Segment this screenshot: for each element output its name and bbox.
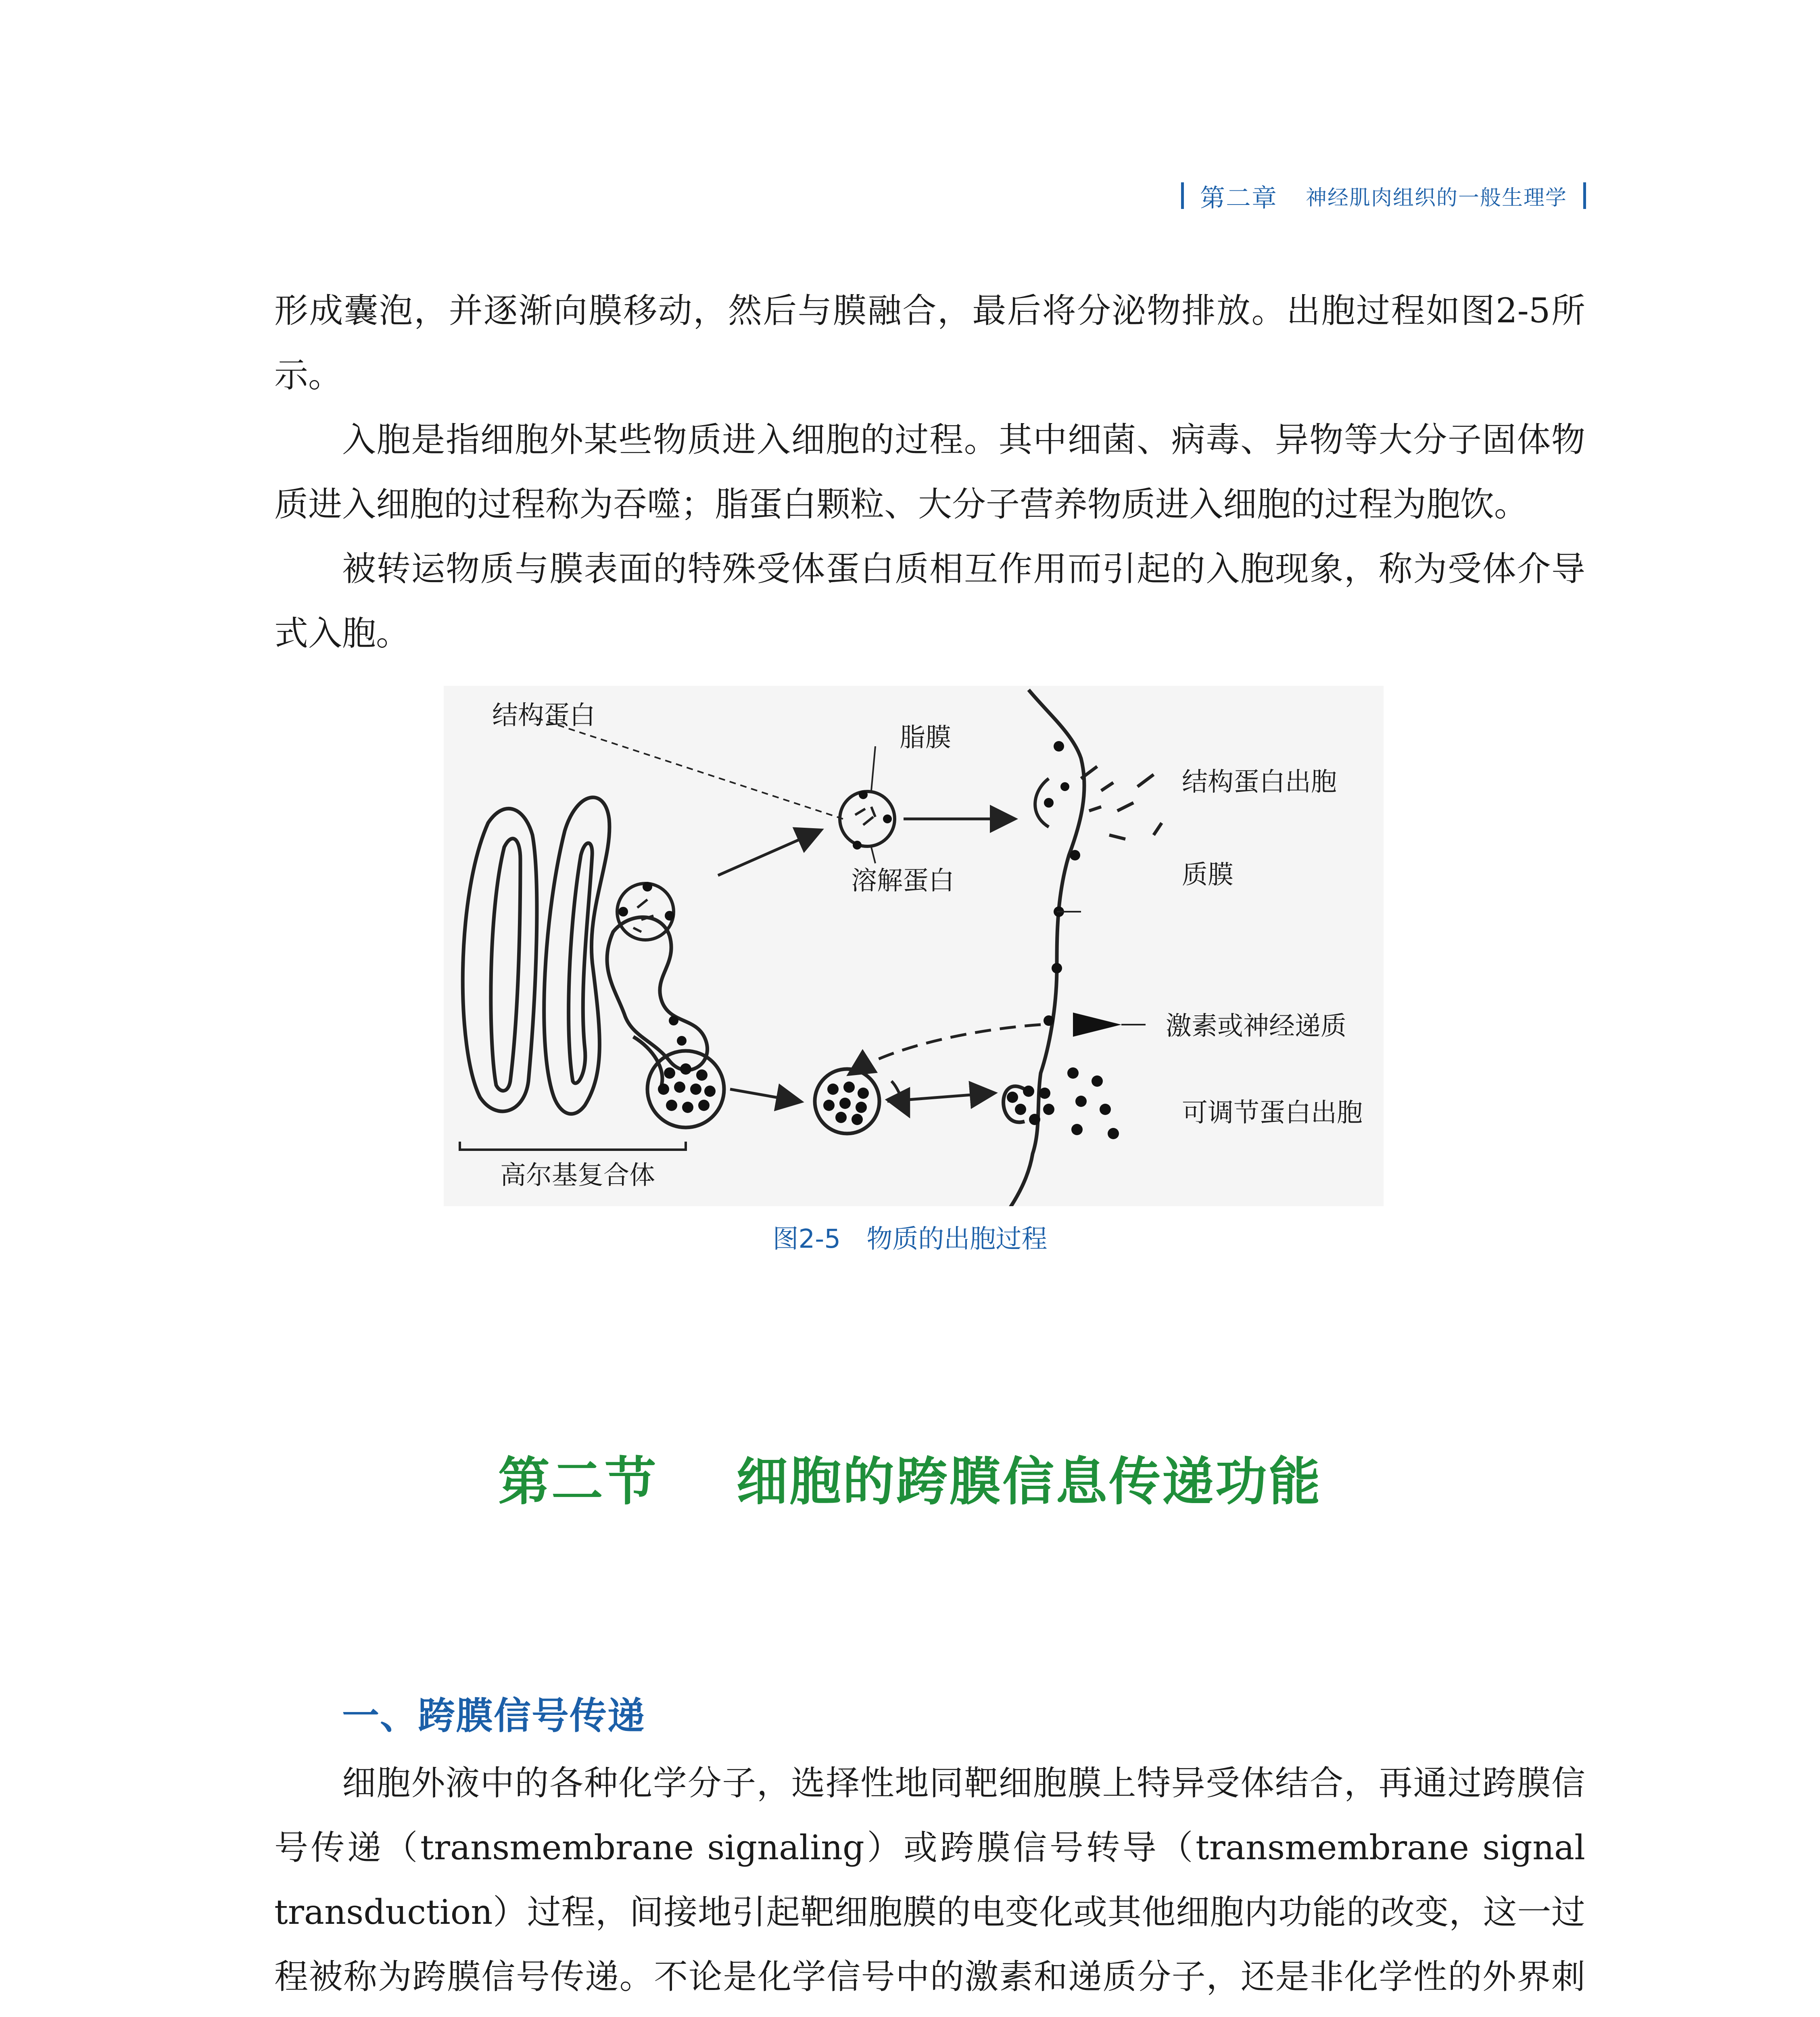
paragraph: 细胞外液中的各种化学分子，选择性地同靶细胞膜上特异受体结合，再通过跨膜信号传递（transmembrane signaling）或跨膜信号转导（transmembrane signal transduction）过程，间接地引起靶细胞膜的电变化或其他细胞内功能的改变，这一过程被称为跨膜信号传递。不论是化学信号中的激素和递质分子，还是非化学性的外界刺 [274, 1763, 1585, 1996]
paragraph: 入胞是指细胞外某些物质进入细胞的过程。其中细菌、病毒、异物等大分子固体物质进入细胞的过程称为吞噬；脂蛋白颗粒、大分子营养物质进入细胞的过程为胞饮。 [274, 420, 1585, 524]
golgi-complex [463, 798, 707, 1114]
header-divider-left [1181, 182, 1184, 209]
label-lipid-membrane: 脂膜 [900, 723, 951, 753]
regulated-exocytosis-site [1004, 1067, 1119, 1139]
caption-text: 物质的出胞过程 [866, 1224, 1048, 1254]
label-plasma-membrane: 质膜 [1182, 860, 1234, 890]
label-structural-protein: 结构蛋白 [492, 701, 595, 731]
golgi-vesicle [617, 882, 674, 940]
label-structural-protein-exocytosis: 结构蛋白出胞 [1182, 767, 1337, 797]
running-head [1181, 177, 1586, 214]
body-text-bottom [274, 1751, 1585, 2017]
figure-caption [0, 1218, 1820, 1255]
released-structural-proteins [1044, 782, 1069, 808]
label-golgi-complex: 高尔基复合体 [500, 1161, 655, 1190]
hormone-receptor-icon [1073, 1013, 1121, 1037]
section-heading [0, 1440, 1820, 1514]
exocytosis-figure [444, 686, 1384, 1206]
flow-arrows [718, 819, 1041, 1113]
section-number: 第二节 [498, 1451, 658, 1512]
header-chapter: 第二章 [1200, 183, 1277, 213]
paragraph: 形成囊泡，并逐渐向膜移动，然后与膜融合，最后将分泌物排放。出胞过程如图2-5所示。 [274, 291, 1585, 395]
golgi-bracket [460, 1142, 686, 1150]
label-leader [871, 746, 875, 791]
label-regulated-protein-exocytosis: 可调节蛋白出胞 [1182, 1098, 1363, 1128]
secretory-granule [815, 1069, 879, 1134]
body-text-top [274, 278, 1585, 666]
lysosome-vesicle [840, 790, 895, 850]
section-title: 细胞的跨膜信息传递功能 [736, 1451, 1322, 1512]
label-hormone-neurotransmitter: 激素或神经递质 [1166, 1011, 1346, 1041]
exocytosis-diagram [444, 686, 1384, 1206]
header-divider-right [1583, 182, 1586, 209]
paragraph: 被转运物质与膜表面的特殊受体蛋白质相互作用而引起的入胞现象，称为受体介导式入胞。 [274, 549, 1585, 653]
subsection-heading: 一、跨膜信号传递 [342, 1694, 646, 1737]
label-leader [536, 718, 843, 819]
constitutive-exocytosis-site [1035, 766, 1162, 839]
header-chapter-title: 神经肌肉组织的一般生理学 [1305, 186, 1567, 210]
label-leader [871, 847, 875, 863]
label-lysosomal-protein: 溶解蛋白 [851, 866, 954, 896]
caption-number: 图2-5 [772, 1224, 841, 1254]
golgi-budding-granule [647, 1016, 724, 1128]
